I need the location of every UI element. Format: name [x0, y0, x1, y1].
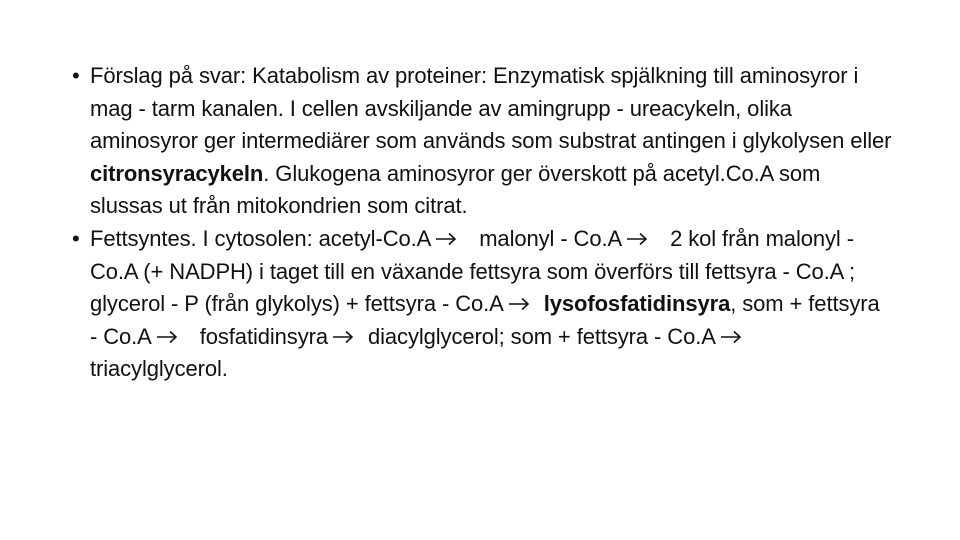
text-segment: 2 kol från malonyl - Co.A (+ NADPH) i taget till en växande fettsyra som överförs till fettsyra - Co.A ; glycerol - P (från glykolys) + fettsyra - Co.A [90, 225, 856, 317]
bold-term-citronsyracykeln: citronsyracykeln [90, 160, 264, 186]
text-segment: . Glukogena aminosyror ger överskott på acetyl.Co.A som slussas ut från mitokondrien som citrat. [90, 160, 821, 219]
text-segment: triacylglycerol. [90, 356, 228, 382]
bullet-dot: • [72, 63, 80, 88]
text-segment: malonyl - Co.A [479, 225, 623, 251]
right-arrow-icon [626, 232, 648, 246]
text-segment: Förslag på svar: Katabolism av proteiner: Enzymatisk spjälkning till aminosyror i mag - tarm kanalen. I cellen avskiljande av amingrupp - ureacykeln, olika aminosyror ger intermediärer som används som substrat antingen i glykolysen eller [90, 63, 892, 154]
bold-term-lysofosfatidinsyra: lysofosfatidinsyra [543, 291, 731, 317]
bullet-dot: • [72, 225, 80, 251]
text-segment: Fettsyntes. I cytosolen: acetyl-Co.A [90, 225, 432, 251]
bullet-text [90, 223, 892, 386]
bullet-item-katabolism [72, 60, 892, 223]
right-arrow-icon [720, 330, 742, 344]
right-arrow-icon [435, 232, 457, 246]
text-segment: diacylglycerol; som + fettsyra - Co.A [367, 323, 716, 349]
right-arrow-icon [156, 330, 178, 344]
text-segment: , som + fettsyra - Co.A [90, 291, 880, 349]
bullet-item-fettsyntes [72, 223, 892, 386]
right-arrow-icon [508, 297, 530, 311]
right-arrow-icon [332, 330, 354, 344]
text-segment: fosfatidinsyra [199, 323, 328, 349]
bullet-text [90, 60, 892, 223]
bullet-list [72, 60, 892, 386]
